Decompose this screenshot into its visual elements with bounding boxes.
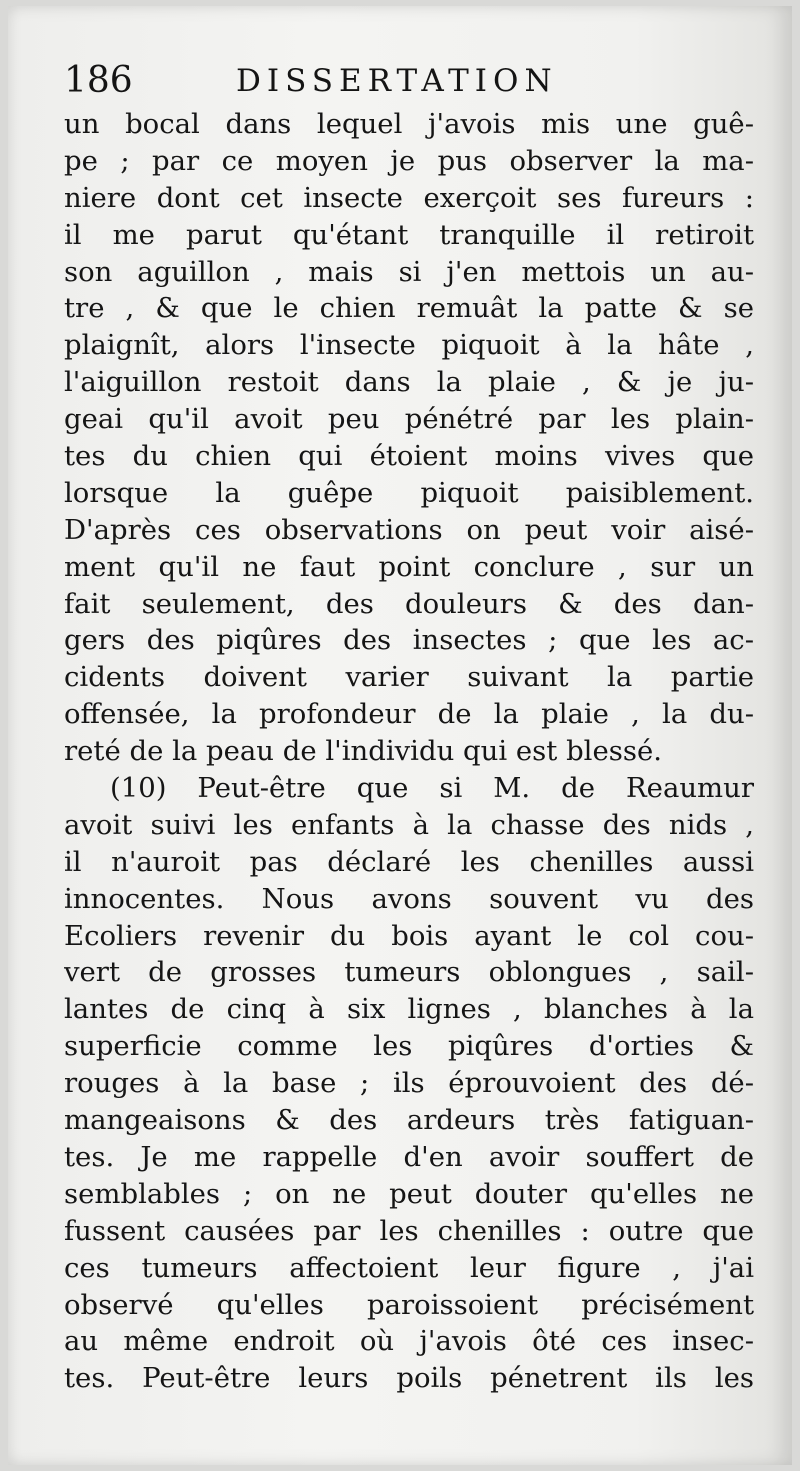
- text-line: niere dont cet insecte exerçoit ses fureurs :: [64, 181, 754, 214]
- text-line: ment qu'il ne faut point conclure , sur un: [64, 550, 754, 583]
- text-line: geai qu'il avoit peu pénétré par les plain-: [64, 403, 754, 436]
- text-line: il me parut qu'étant tranquille il retiroit: [64, 218, 754, 251]
- text-line: observé qu'elles paroissoient précisément: [64, 1288, 754, 1321]
- text-line: offensée, la profondeur de la plaie , la du-: [64, 698, 754, 731]
- text-line: D'après ces observations on peut voir aisé-: [64, 513, 754, 546]
- text-line: Ecoliers revenir du bois ayant le col cou-: [64, 919, 754, 952]
- text-line: il n'auroit pas déclaré les chenilles aussi: [64, 845, 754, 878]
- text-line: vert de grosses tumeurs oblongues , sail-: [64, 956, 754, 989]
- text-line: tes. Je me rappelle d'en avoir souffert de: [64, 1140, 754, 1173]
- text-line: innocentes. Nous avons souvent vu des: [64, 882, 754, 915]
- text-line: tes du chien qui étoient moins vives que: [64, 440, 754, 473]
- text-line: cidents doivent varier suivant la partie: [64, 661, 754, 694]
- text-line: semblables ; on ne peut douter qu'elles ne: [64, 1177, 754, 1210]
- text-line: gers des piqûres des insectes ; que les ac-: [64, 624, 754, 657]
- text-line: reté de la peau de l'individu qui est blessé.: [64, 735, 662, 768]
- text-line: l'aiguillon restoit dans la plaie , & je ju-: [64, 366, 754, 399]
- text-line: superficie comme les piqûres d'orties &: [64, 1030, 754, 1063]
- body-text: [64, 106, 754, 1397]
- text-line: pe ; par ce moyen je pus observer la ma-: [64, 144, 754, 177]
- text-line: son aguillon , mais si j'en mettois un au-: [64, 255, 754, 288]
- text-line: lorsque la guêpe piquoit paisiblement.: [64, 476, 754, 509]
- text-line: ces tumeurs affectoient leur figure , j'ai: [64, 1251, 754, 1284]
- text-line: fait seulement, des douleurs & des dan-: [64, 587, 754, 620]
- text-line: un bocal dans lequel j'avois mis une guê-: [64, 108, 754, 140]
- running-head: DISSERTATION: [236, 63, 558, 99]
- book-page: [8, 6, 792, 1465]
- page-number: 186: [64, 60, 133, 101]
- text-line: avoit suivi les enfants à la chasse des nids ,: [64, 808, 754, 841]
- page-header: [64, 56, 754, 106]
- text-line: mangeaisons & des ardeurs très fatiguan-: [64, 1104, 754, 1137]
- text-line: fussent causées par les chenilles : outre que: [64, 1214, 754, 1247]
- text-line: tes. Peut-être leurs poils pénetrent ils les: [64, 1362, 754, 1395]
- footnote-start-line: (10) Peut-être que si M. de Reaumur: [110, 772, 754, 805]
- text-line: au même endroit où j'avois ôté ces insec-: [64, 1325, 754, 1358]
- text-line: lantes de cinq à six lignes , blanches à la: [64, 993, 754, 1026]
- text-line: tre , & que le chien remuât la patte & se: [64, 292, 754, 325]
- text-line: rouges à la base ; ils éprouvoient des dé-: [64, 1067, 754, 1100]
- text-line: plaignît, alors l'insecte piquoit à la hâte ,: [64, 329, 754, 362]
